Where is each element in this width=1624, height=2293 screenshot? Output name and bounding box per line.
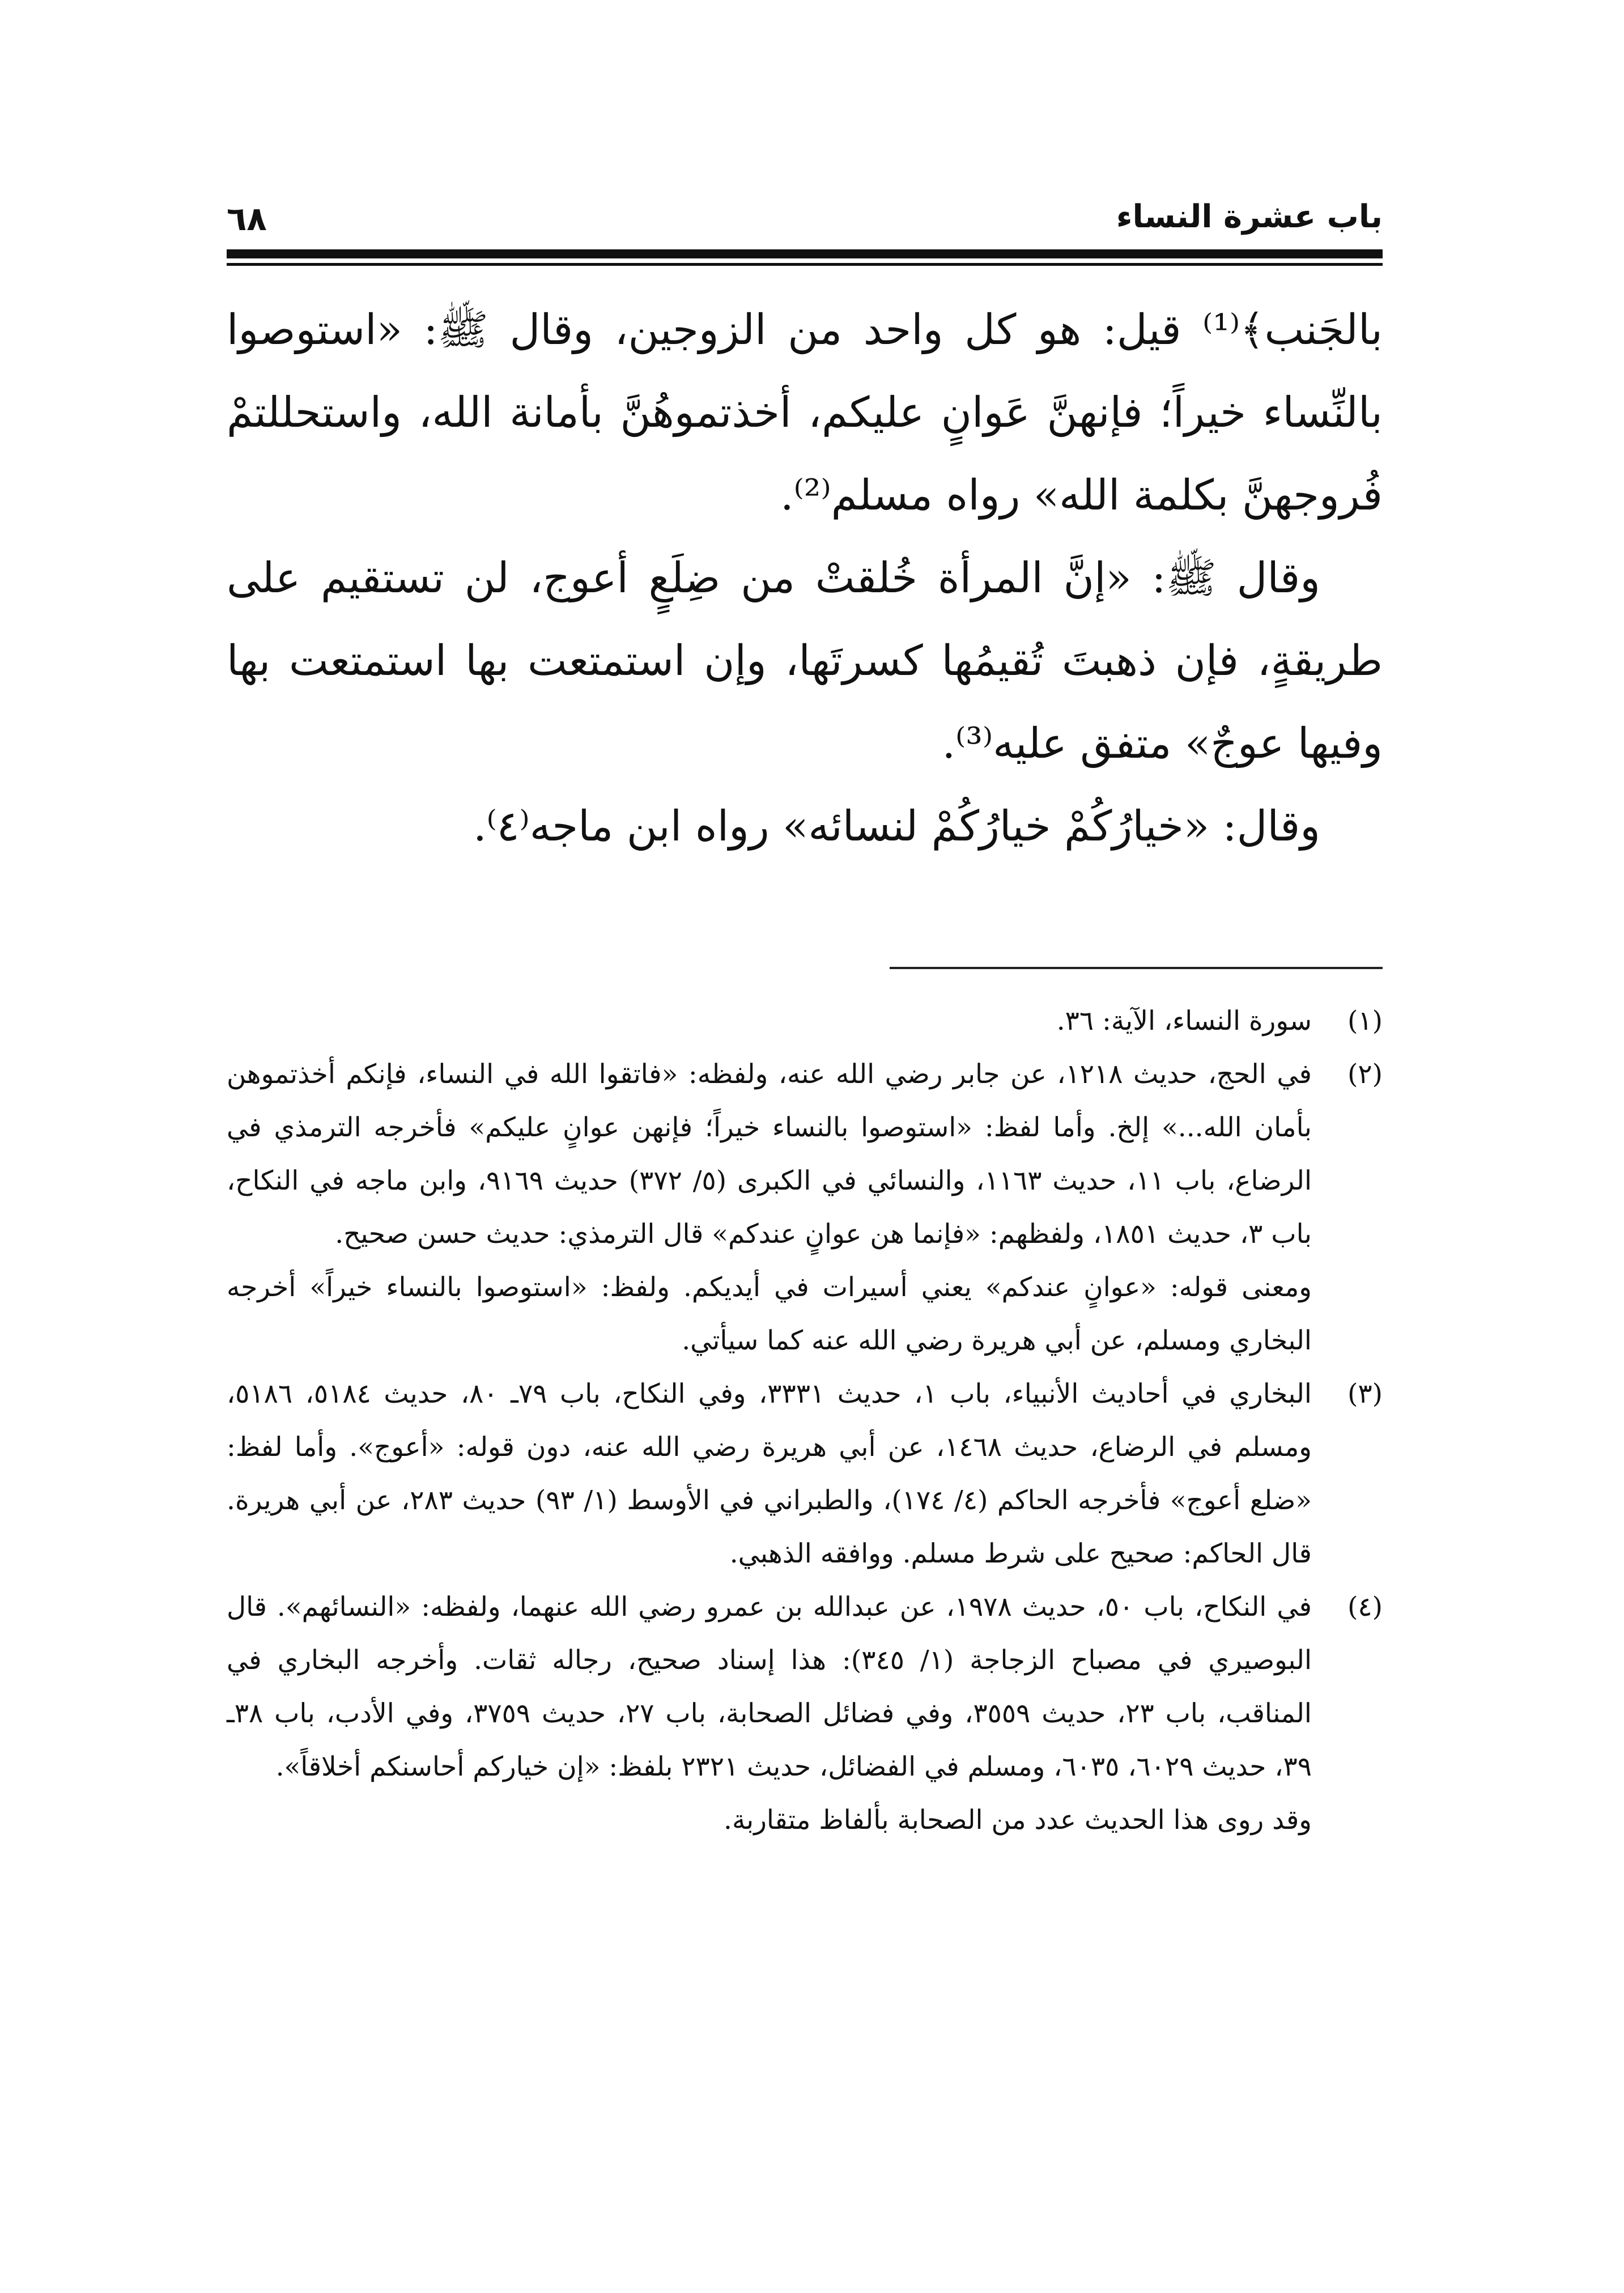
footnote <box>227 995 1383 1048</box>
main-paragraph: وقال: «خيارُكُمْ خيارُكُمْ لنسائه» رواه ابن ماجه⁽٤⁾. <box>473 802 1320 851</box>
footnote <box>227 1368 1383 1581</box>
footnotes <box>227 995 1383 1847</box>
page-number: ٦٨ <box>227 199 267 238</box>
book-page <box>227 187 1383 1847</box>
footnote <box>227 1581 1383 1847</box>
main-paragraph: وقال ﷺ: «إنَّ المرأة خُلقتْ من ضِلَعٍ أعوج، لن تستقيم على طريقةٍ، فإن ذهبتَ تُقيمُها كسرتَها، وإن استمتعت بها استمتعت بها وفيها عوجٌ» متفق عليه⁽³⁾. <box>227 554 1383 768</box>
footnote-text: البخاري في أحاديث الأنبياء، باب ١، حديث ٣٣٣١، وفي النكاح، باب ٧٩ـ ٨٠، حديث ٥١٨٤، ٥١٨٦، ومسلم في الرضاع، حديث ١٤٦٨، عن أبي هريرة رضي الله عنه، دون قوله: «أعوج». وأما لفظ: «ضلع أعوج» فأخرجه الحاكم (٤/ ١٧٤)، والطبراني في الأوسط (١/ ٩٣) حديث ٢٨٣، عن أبي هريرة. قال الحاكم: صحيح على شرط مسلم. ووافقه الذهبي. <box>227 1378 1312 1569</box>
footnote-text: وقد روى هذا الحديث عدد من الصحابة بألفاظ متقاربة. <box>724 1804 1312 1836</box>
chapter-title: باب عشرة النساء <box>1116 198 1383 235</box>
footnote-text: في النكاح، باب ٥٠، حديث ١٩٧٨، عن عبدالله بن عمرو رضي الله عنهما، ولفظه: «النسائهم». قال البوصيري في مصباح الزجاجة (١/ ٣٤٥): هذا إسناد صحيح، رجاله ثقات. وأخرجه البخاري في المناقب، باب ٢٣، حديث ٣٥٥٩، وفي فضائل الصحابة، باب ٢٧، حديث ٣٧٥٩، وفي الأدب، باب ٣٨ـ ٣٩، حديث ٦٠٢٩، ٦٠٣٥، ومسلم في الفضائل، حديث ٢٣٢١ بلفظ: «إن خياركم أحاسنكم أخلاقاً». <box>227 1591 1312 1782</box>
footnote-text: سورة النساء، الآية: ٣٦. <box>1056 1005 1312 1037</box>
footnote-number: (٣) <box>1347 1378 1383 1409</box>
page-header <box>227 187 1383 249</box>
footnote-text: في الحج، حديث ١٢١٨، عن جابر رضي الله عنه، ولفظه: «فاتقوا الله في النساء، فإنكم أخذتموهن بأمان الله...» إلخ. وأما لفظ: «استوصوا بالنساء خيراً؛ فإنهن عوانٍ عليكم» فأخرجه الترمذي في الرضاع، باب ١١، حديث ١١٦٣، والنسائي في الكبرى (٥/ ٣٧٢) حديث ٩١٦٩، وابن ماجه في النكاح، باب ٣، حديث ١٨٥١، ولفظهم: «فإنما هن عوانٍ عندكم» قال الترمذي: حديث حسن صحيح. <box>227 1059 1312 1250</box>
header-rule-thin <box>227 263 1383 266</box>
footnote-text: ومعنى قوله: «عوانٍ عندكم» يعني أسيرات في أيديكم. ولفظ: «استوصوا بالنساء خيراً» أخرجه البخاري ومسلم، عن أبي هريرة رضي الله عنه كما سيأتي. <box>227 1272 1312 1356</box>
main-paragraph: بالجَنب﴾⁽¹⁾ قيل: هو كل واحد من الزوجين، وقال ﷺ: «استوصوا بالنِّساء خيراً؛ فإنهنَّ عَوانٍ عليكم، أخذتموهُنَّ بأمانة الله، واستحللتمْ فُروجهنَّ بكلمة الله» رواه مسلم⁽²⁾. <box>227 305 1383 520</box>
main-text <box>227 288 1383 868</box>
footnote-number: (١) <box>1347 1005 1383 1037</box>
footnote <box>227 1048 1383 1368</box>
footnote-number: (٢) <box>1347 1059 1383 1090</box>
footnote-separator <box>890 967 1383 969</box>
header-rule-thick <box>227 249 1383 258</box>
footnote-number: (٤) <box>1347 1591 1383 1623</box>
